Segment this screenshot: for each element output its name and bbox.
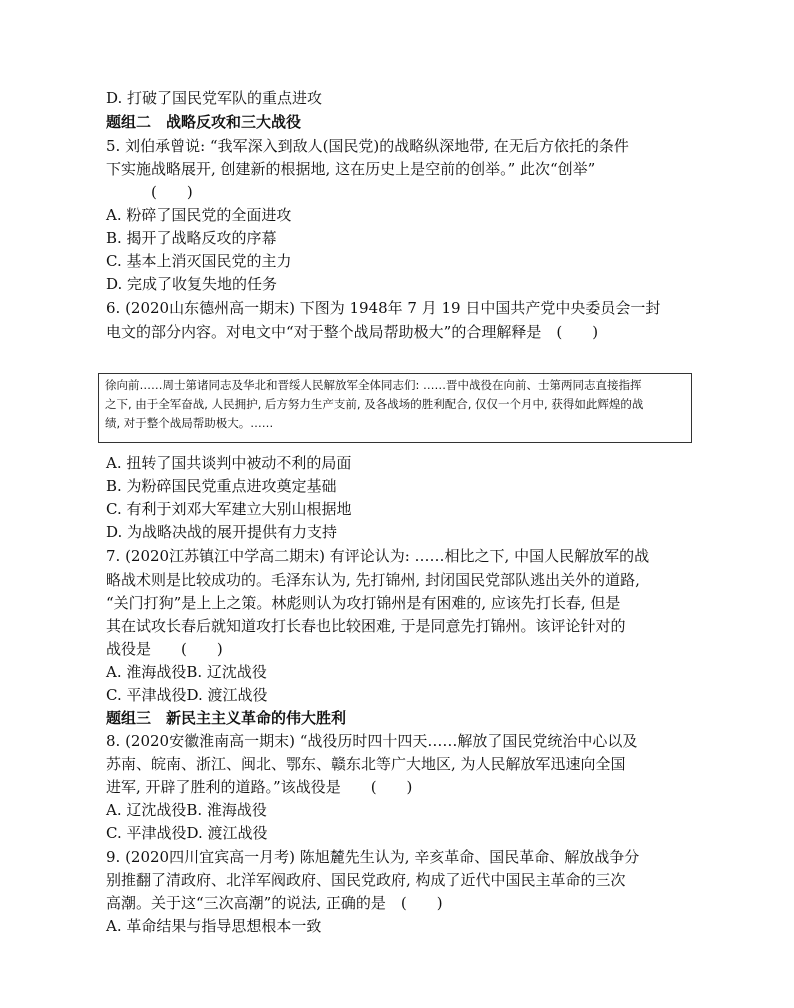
answer-bracket-line: ( ) (151, 183, 193, 201)
question-7-line: 战役是 ( ) (106, 640, 223, 658)
options-c-d-line: C. 平津战役D. 渡江战役 (106, 686, 268, 704)
question-9-line: 别推翻了清政府、北洋军阀政府、国民党政府, 构成了近代中国民主革命的三次 (106, 871, 626, 889)
option-a-line: A. 粉碎了国民党的全面进攻 (106, 206, 292, 224)
option-c-line: C. 基本上消灭国民党的主力 (106, 252, 292, 270)
options-a-b-line: A. 淮海战役B. 辽沈战役 (106, 663, 267, 681)
question-6-line: 电文的部分内容。对电文中“对于整个战局帮助极大”的合理解释是 ( ) (106, 323, 599, 341)
group-heading-line: 题组三 新民主主义革命的伟大胜利 (106, 709, 347, 727)
option-d-line: D. 打破了国民党军队的重点进攻 (106, 89, 323, 107)
question-6-line: 6. (2020山东德州高一期末) 下图为 1948年 7 月 19 日中国共产党中央委员会一封 (106, 299, 661, 317)
question-8-line: 8. (2020安徽淮南高一期末) “战役历时四十四天……解放了国民党统治中心以及 (106, 732, 638, 750)
question-7-line: “关门打狗”是上上之策。林彪则认为攻打锦州是有困难的, 应该先打长春, 但是 (106, 594, 621, 612)
telegram-line: 徐向前……周士第诸同志及华北和晋绥人民解放军全体同志们: ……晋中战役在向前、士第两同志直接指挥 (105, 378, 642, 392)
options-c-d-line: C. 平津战役D. 渡江战役 (106, 824, 268, 842)
question-7-line: 其在试攻长春后就知道攻打长春也比较困难, 于是同意先打锦州。该评论针对的 (106, 617, 626, 635)
option-d-line: D. 完成了收复失地的任务 (106, 275, 278, 293)
question-5-line: 下实施战略展开, 创建新的根据地, 这在历史上是空前的创举。” 此次“创举” (106, 160, 596, 178)
options-a-b-line: A. 辽沈战役B. 淮海战役 (106, 801, 267, 819)
option-a-line: A. 扭转了国共谈判中被动不利的局面 (106, 454, 352, 472)
group-heading-line: 题组二 战略反攻和三大战役 (106, 113, 302, 131)
question-8-line: 进军, 开辟了胜利的道路。”该战役是 ( ) (106, 778, 413, 796)
option-b-line: B. 揭开了战略反攻的序幕 (106, 229, 277, 247)
question-5-line: 5. 刘伯承曾说: “我军深入到敌人(国民党)的战略纵深地带, 在无后方依托的条件 (106, 137, 629, 155)
question-9-line: 高潮。关于这“三次高潮”的说法, 正确的是 ( ) (106, 894, 443, 912)
question-8-line: 苏南、皖南、浙江、闽北、鄂东、赣东北等广大地区, 为人民解放军迅速向全国 (106, 755, 626, 773)
telegram-line: 绩, 对于整个战局帮助极大。…… (105, 416, 274, 430)
question-9-line: 9. (2020四川宜宾高一月考) 陈旭麓先生认为, 辛亥革命、国民革命、解放战争分 (106, 848, 640, 866)
option-a-line: A. 革命结果与指导思想根本一致 (106, 917, 322, 935)
question-7-line: 略战术则是比较成功的。毛泽东认为, 先打锦州, 封闭国民党部队逃出关外的道路, (106, 571, 640, 589)
option-b-line: B. 为粉碎国民党重点进攻奠定基础 (106, 477, 337, 495)
option-c-line: C. 有利于刘邓大军建立大别山根据地 (106, 500, 352, 518)
telegram-excerpt-box (98, 373, 692, 443)
option-d-line: D. 为战略决战的展开提供有力支持 (106, 523, 338, 541)
telegram-line: 之下, 由于全军奋战, 人民拥护, 后方努力生产支前, 及各战场的胜利配合, 仅仅一个月中, 获得如此辉煌的战 (105, 397, 644, 411)
question-7-line: 7. (2020江苏镇江中学高二期末) 有评论认为: ……相比之下, 中国人民解放军的战 (106, 547, 650, 565)
